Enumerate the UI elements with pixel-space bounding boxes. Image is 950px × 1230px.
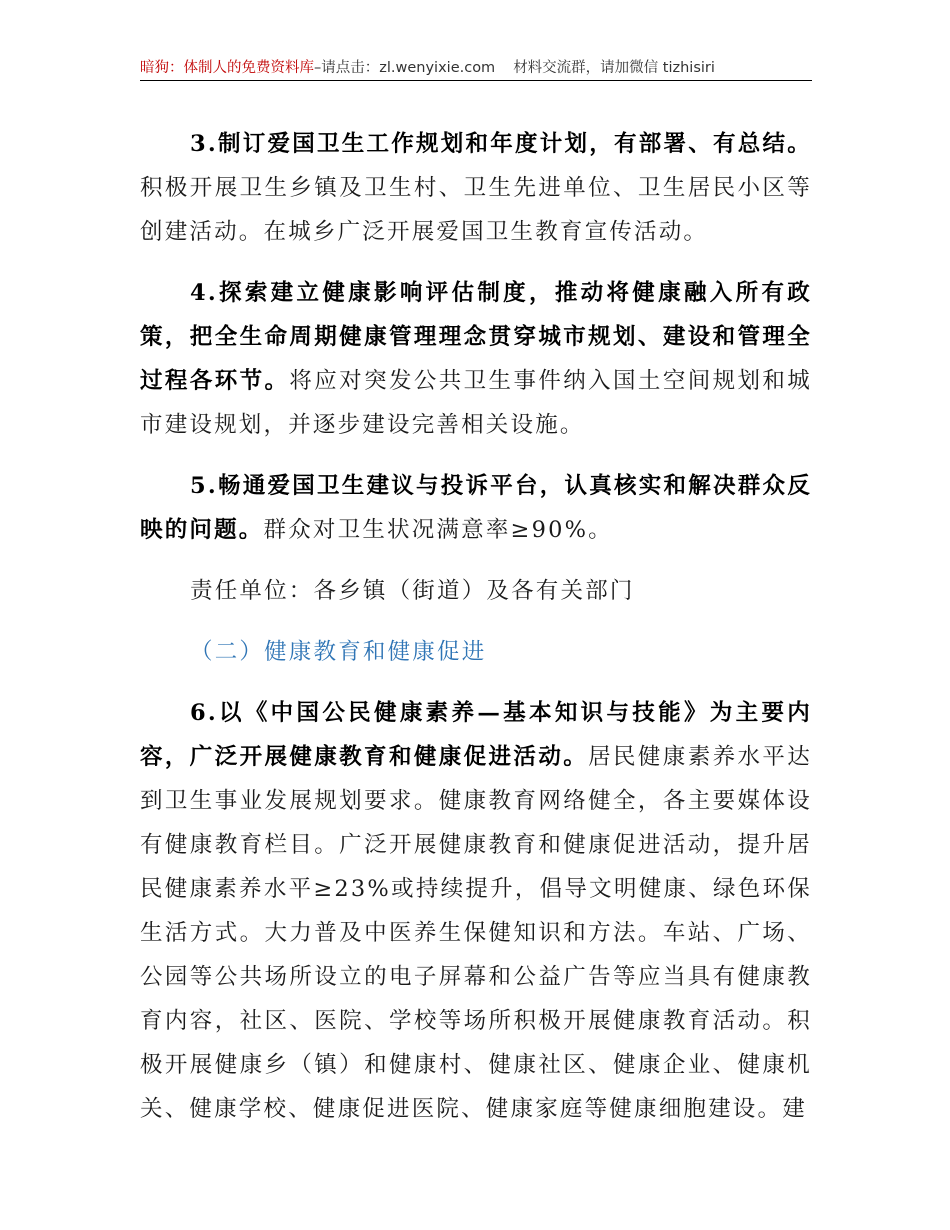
paragraph-5 bbox=[140, 464, 812, 552]
paragraph-3 bbox=[140, 122, 812, 254]
paragraph-4-bold: 4.探索建立健康影响评估制度，推动将健康融入所有政策，把全生命周期健康管理理念贯穿城市规划、建设和管理全过程各环节。 bbox=[140, 280, 812, 394]
header-contact: 材料交流群，请加微信 tizhisiri bbox=[513, 60, 715, 76]
header-prompt: –请点击： bbox=[314, 60, 380, 76]
header-url-link[interactable]: zl.wenyixie.com bbox=[379, 60, 496, 76]
page-header bbox=[140, 56, 812, 80]
paragraph-3-text: 积极开展卫生乡镇及卫生村、卫生先进单位、卫生居民小区等创建活动。在城乡广泛开展爱国卫生教育宣传活动。 bbox=[140, 175, 812, 245]
paragraph-5-bold: 5.畅通爱国卫生建议与投诉平台，认真核实和解决群众反映的问题。 bbox=[140, 473, 812, 543]
section-heading: （二）健康教育和健康促进 bbox=[190, 639, 487, 665]
document-body bbox=[140, 122, 812, 1148]
paragraph-6-bold: 6.以《中国公民健康素养—基本知识与技能》为主要内容，广泛开展健康教育和健康促进活动。 bbox=[140, 700, 812, 770]
header-brand: 暗狗：体制人的免费资料库 bbox=[140, 60, 314, 76]
paragraph-5-text: 群众对卫生状况满意率≥90%。 bbox=[263, 517, 613, 543]
paragraph-4-text: 将应对突发公共卫生事件纳入国土空间规划和城市建设规划，并逐步建设完善相关设施。 bbox=[140, 368, 813, 438]
paragraph-3-bold: 3.制订爱国卫生工作规划和年度计划，有部署、有总结。 bbox=[190, 131, 812, 157]
header-divider bbox=[140, 80, 812, 81]
paragraph-6 bbox=[140, 691, 812, 1131]
paragraph-4 bbox=[140, 271, 812, 447]
responsibility-line: 责任单位：各乡镇（街道）及各有关部门 bbox=[190, 578, 635, 604]
paragraph-6-text: 居民健康素养水平达到卫生事业发展规划要求。健康教育网络健全，各主要媒体设有健康教育栏目。广泛开展健康教育和健康促进活动，提升居民健康素养水平≥23%或持续提升，倡导文明健康、绿色环保生活方式。大力普及中医养生保健知识和方法。车站、广场、公园等公共场所设立的电子屏幕和公益广告等应当具有健康教育内容，社区、医院、学校等场所积极开展健康教育活动。积极开展健康乡（镇）和健康村、健康社区、健康企业、健康机关、健康学校、健康促进医院、健康家庭等健康细胞建设。建 bbox=[140, 744, 812, 1122]
